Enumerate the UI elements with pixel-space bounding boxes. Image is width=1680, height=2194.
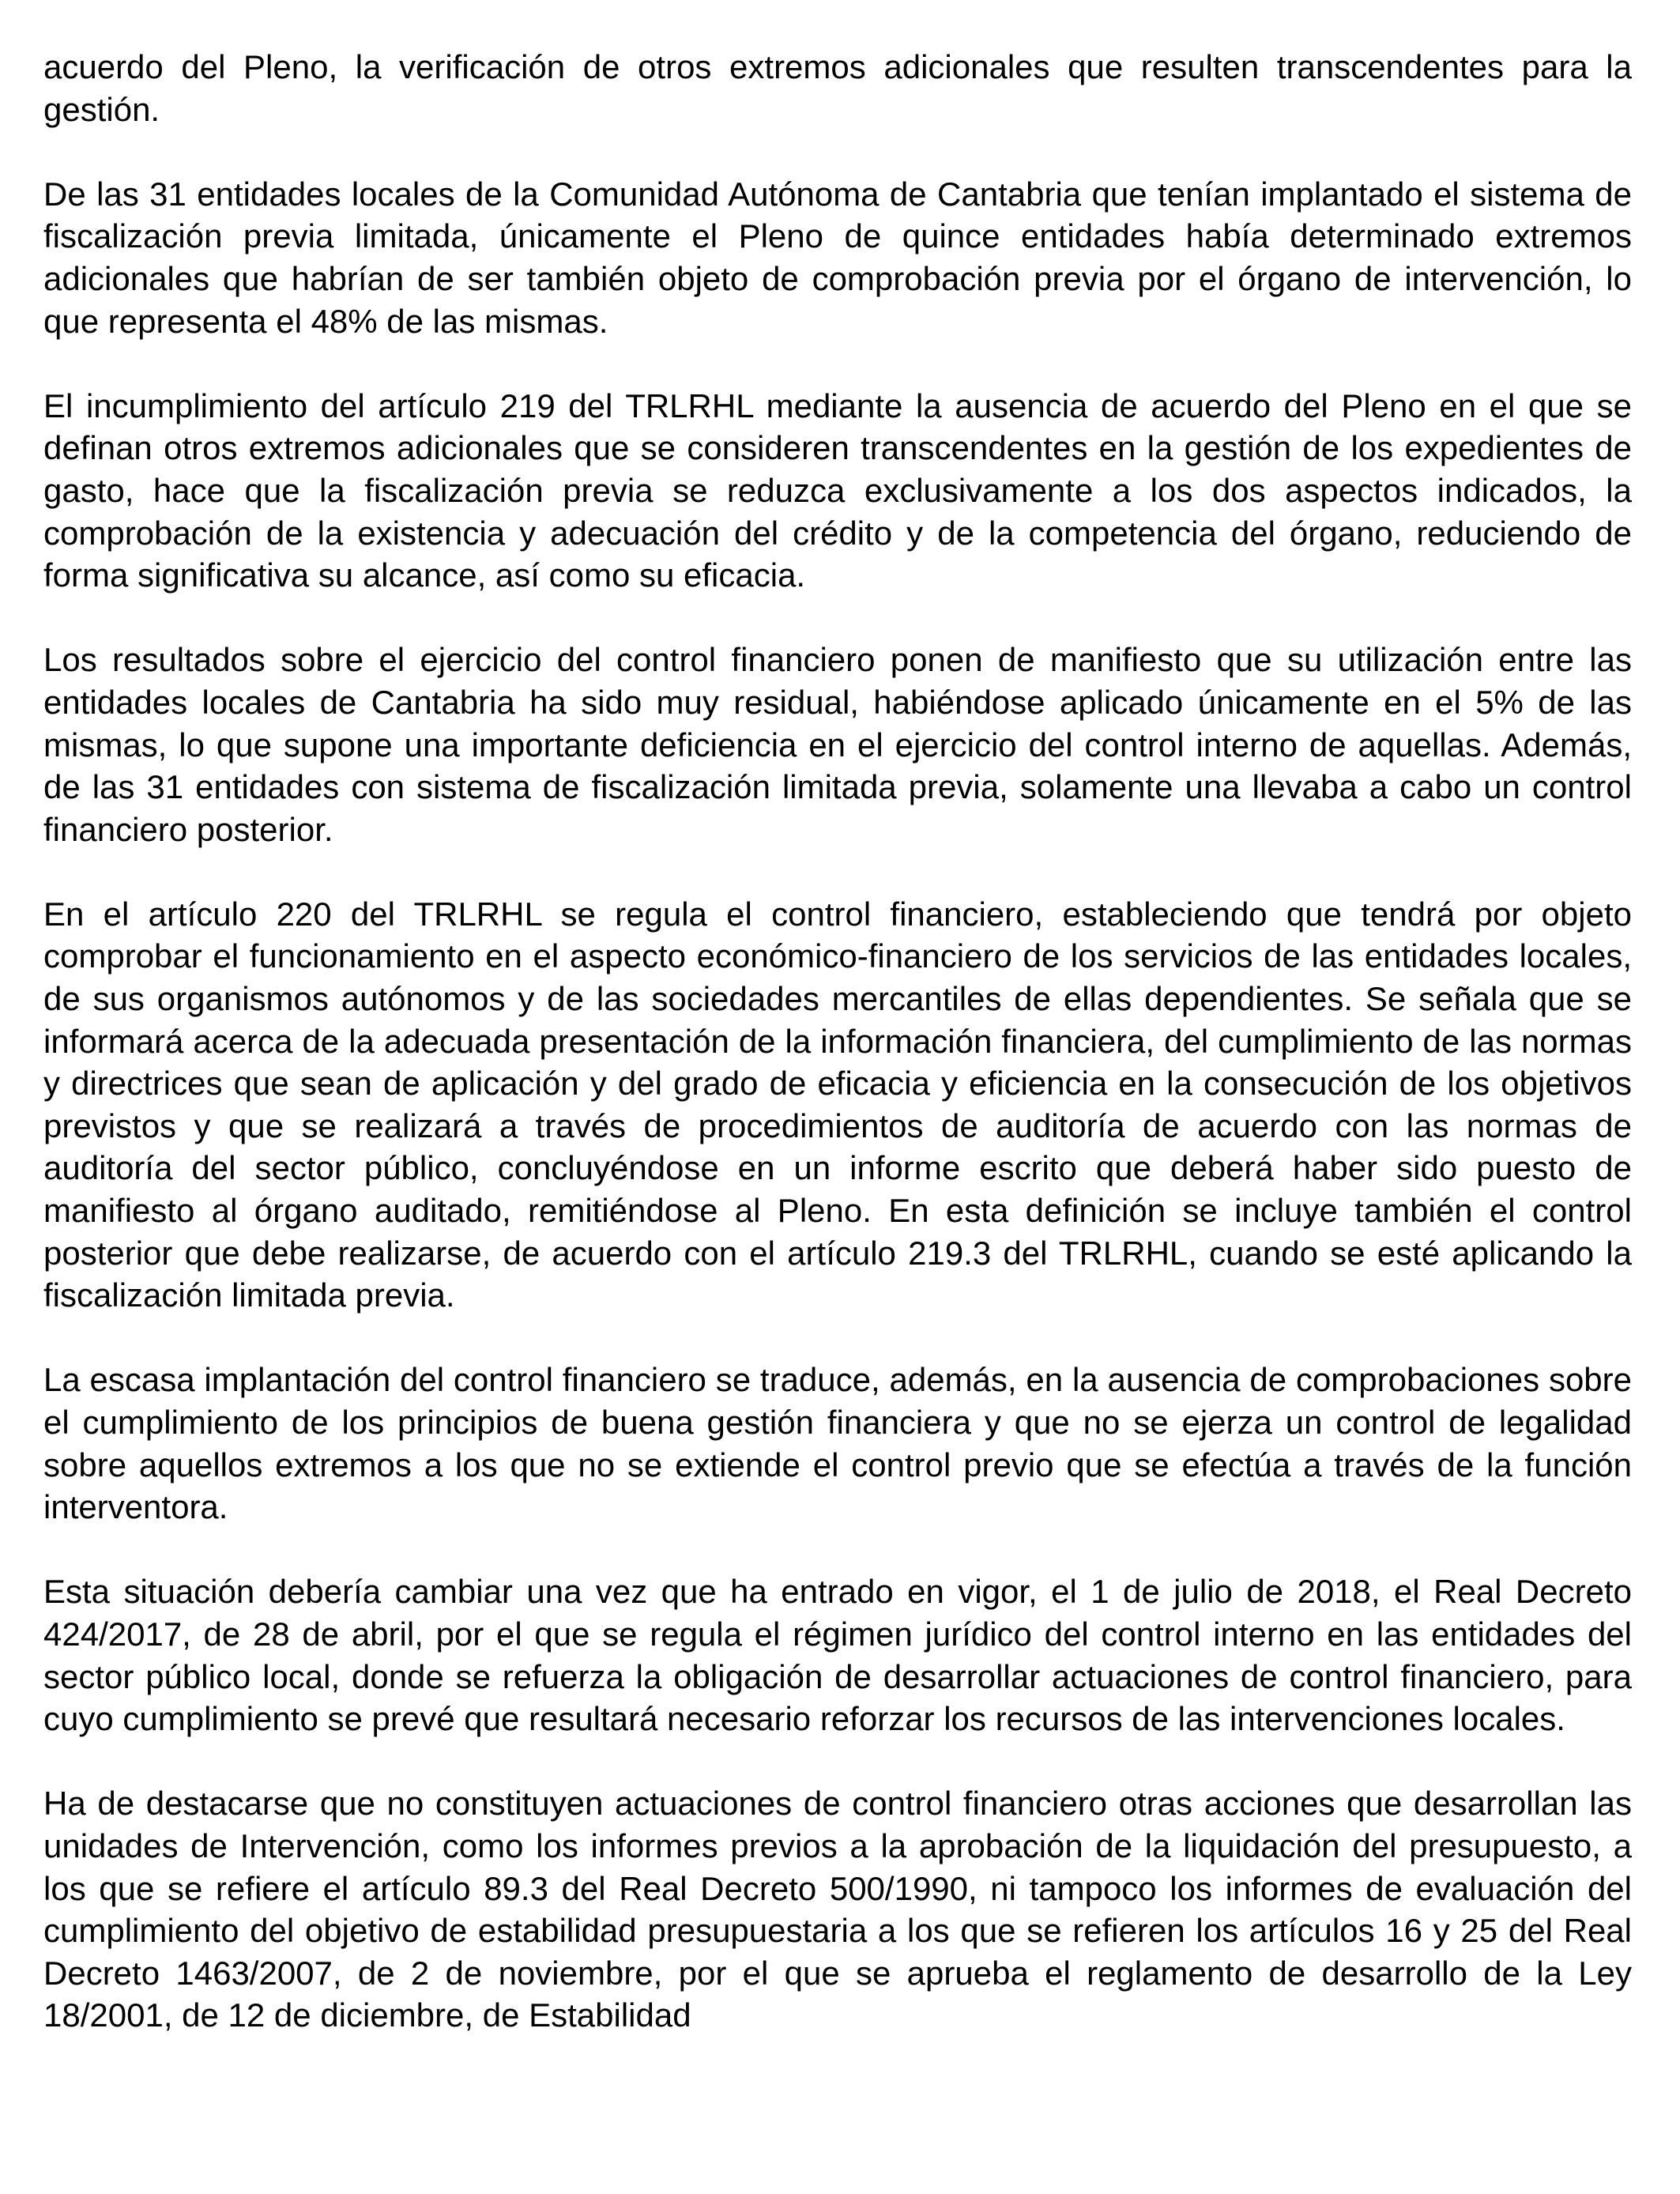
paragraph-3: El incumplimiento del artículo 219 del TRLRHL mediante la ausencia de acuerdo del Pleno en el que se definan otros extremos adicionales que se consideren transcendentes en la gestión de los expedientes de gasto, hace que la fiscalización previa se reduzca exclusivamente a los dos aspectos indicados, la comprobación de la existencia y adecuación del crédito y de la competencia del órgano, reduciendo de forma significativa su alcance, así como su eficacia. [43,386,1632,594]
paragraph-1: acuerdo del Pleno, la verificación de otros extremos adicionales que resulten transcendentes para la gestión. [43,48,1632,128]
document-page [43,46,1632,2037]
paragraph-2: De las 31 entidades locales de la Comunidad Autónoma de Cantabria que tenían implantado el sistema de fiscalización previa limitada, únicamente el Pleno de quince entidades había determinado extremos adicionales que habrían de ser también objeto de comprobación previa por el órgano de intervención, lo que representa el 48% de las mismas. [43,175,1632,340]
paragraph-5: En el artículo 220 del TRLRHL se regula el control financiero, estableciendo que tendrá por objeto comprobar el funcionamiento en el aspecto económico-financiero de los servicios de las entidades locales, de sus organismos autónomos y de las sociedades mercantiles de ellas dependientes. Se señala que se informará acerca de la adecuada presentación de la información financiera, del cumplimiento de las normas y directrices que sean de aplicación y del grado de eficacia y eficiencia en la consecución de los objetivos previstos y que se realizará a través de procedimientos de auditoría de acuerdo con las normas de auditoría del sector público, concluyéndose en un informe escrito que deberá haber sido puesto de manifiesto al órgano auditado, remitiéndose al Pleno. En esta definición se incluye también el control posterior que debe realizarse, de acuerdo con el artículo 219.3 del TRLRHL, cuando se esté aplicando la fiscalización limitada previa. [43,895,1632,1314]
paragraph-7: Esta situación debería cambiar una vez que ha entrado en vigor, el 1 de julio de 2018, el Real Decreto 424/2017, de 28 de abril, por el que se regula el régimen jurídico del control interno en las entidades del sector público local, donde se refuerza la obligación de desarrollar actuaciones de control financiero, para cuyo cumplimiento se prevé que resultará necesario reforzar los recursos de las intervenciones locales. [43,1573,1632,1738]
paragraph-6: La escasa implantación del control financiero se traduce, además, en la ausencia de comprobaciones sobre el cumplimiento de los principios de buena gestión financiera y que no se ejerza un control de legalidad sobre aquellos extremos a los que no se extiende el control previo que se efectúa a través de la función interventora. [43,1361,1632,1526]
paragraph-8: Ha de destacarse que no constituyen actuaciones de control financiero otras acciones que desarrollan las unidades de Intervención, como los informes previos a la aprobación de la liquidación del presupuesto, a los que se refiere el artículo 89.3 del Real Decreto 500/1990, ni tampoco los informes de evaluación del cumplimiento del objetivo de estabilidad presupuestaria a los que se refieren los artículos 16 y 25 del Real Decreto 1463/2007, de 2 de noviembre, por el que se aprueba el reglamento de desarrollo de la Ley 18/2001, de 12 de diciembre, de Estabilidad [43,1785,1632,2034]
paragraph-4: Los resultados sobre el ejercicio del control financiero ponen de manifiesto que su utilización entre las entidades locales de Cantabria ha sido muy residual, habiéndose aplicado únicamente en el 5% de las mismas, lo que supone una importante deficiencia en el ejercicio del control interno de aquellas. Además, de las 31 entidades con sistema de fiscalización limitada previa, solamente una llevaba a cabo un control financiero posterior. [43,641,1632,848]
